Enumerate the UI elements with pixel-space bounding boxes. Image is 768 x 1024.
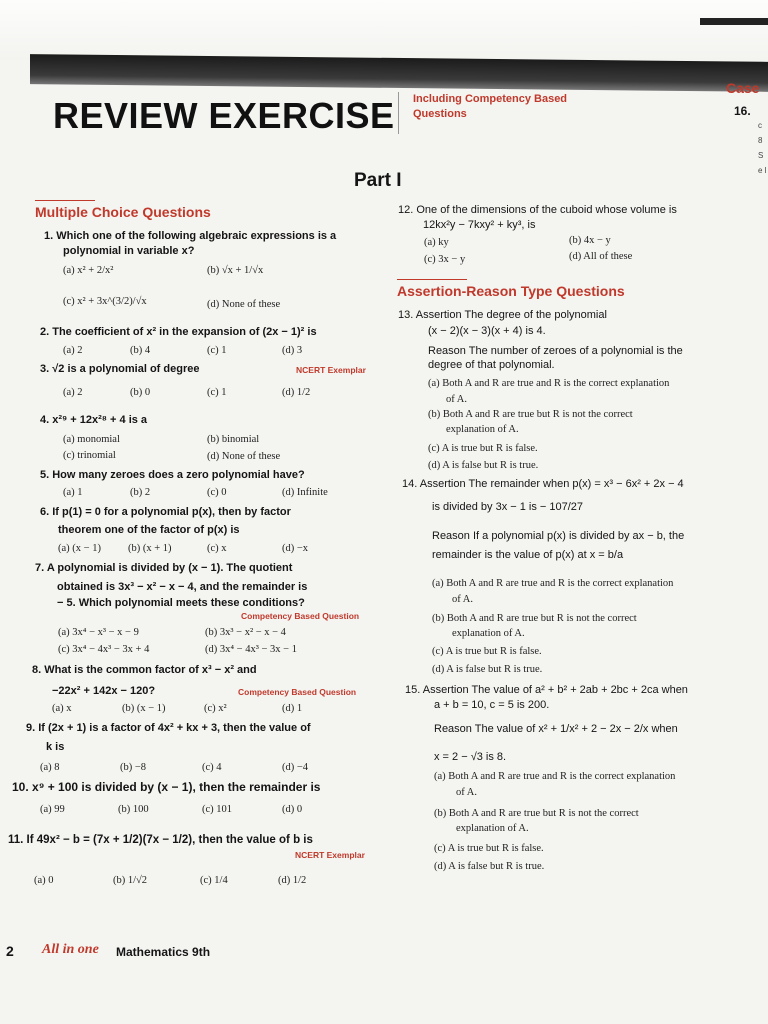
header-band (30, 54, 768, 92)
q11-option-c: (c) 1/4 (200, 875, 228, 886)
q13-option-b-line2: explanation of A. (446, 424, 519, 435)
q13-option-a-line2: of A. (446, 394, 467, 405)
book-subject: Mathematics 9th (116, 945, 211, 959)
q1-text-line1: 1. Which one of the following algebraic expressions is a (44, 230, 337, 242)
q4-text: 4. x²⁹ + 12x²⁸ + 4 is a (40, 414, 148, 426)
q9-option-b: (b) −8 (120, 762, 147, 773)
q2-option-c: (c) 1 (207, 345, 227, 356)
q6-text-line1: 6. If p(1) = 0 for a polynomial p(x), then by factor (40, 506, 291, 518)
q9-text-line2: k is (46, 741, 65, 753)
q12-text-line1: 12. One of the dimensions of the cuboid whose volume is (398, 204, 677, 216)
edge-characters: c 8 S e l (758, 121, 767, 175)
q11-option-b: (b) 1/√2 (113, 875, 148, 886)
part-heading: Part I (354, 170, 402, 191)
q15-option-d: (d) A is false but R is true. (434, 861, 545, 872)
page-top-shade (0, 0, 768, 60)
q15-option-b-line2: explanation of A. (456, 823, 529, 834)
q7-text-line2: obtained is 3x³ − x² − x − 4, and the remainder is (57, 581, 308, 593)
q15-option-a-line1: (a) Both A and R are true and R is the correct explanation (434, 771, 676, 782)
side-question-number: 16. (734, 104, 751, 118)
q3-option-a: (a) 2 (63, 387, 83, 398)
q14-option-a-line1: (a) Both A and R are true and R is the correct explanation (432, 578, 674, 589)
q7-tag: Competency Based Question (241, 611, 360, 621)
q3-option-b: (b) 0 (130, 387, 151, 398)
q3-option-c: (c) 1 (207, 387, 227, 398)
q13-text-line4: degree of that polynomial. (428, 359, 555, 371)
q8-text-line2: −22x² + 142x − 120? (52, 685, 156, 697)
q12-option-d: (d) All of these (569, 251, 633, 262)
q9-option-d: (d) −4 (282, 762, 309, 773)
q14-text-line4: remainder is the value of p(x) at x = b/a (432, 549, 624, 561)
q8-option-c: (c) x² (204, 703, 227, 714)
q7-text-line3: − 5. Which polynomial meets these conditions? (57, 597, 305, 609)
q1-text-line2: polynomial in variable x? (63, 245, 195, 257)
q6-option-a: (a) (x − 1) (58, 543, 101, 554)
q8-text-line1: 8. What is the common factor of x³ − x² and (32, 664, 257, 676)
q7-text-line1: 7. A polynomial is divided by (x − 1). The quotient (35, 562, 293, 574)
q8-option-a: (a) x (52, 703, 72, 714)
q5-option-d: (d) Infinite (282, 487, 328, 498)
q11-option-a: (a) 0 (34, 875, 54, 886)
q7-option-b: (b) 3x³ − x² − x − 4 (205, 627, 286, 638)
q1-option-a: (a) x² + 2/x² (63, 265, 114, 276)
q7-option-d: (d) 3x⁴ − 4x³ − 3x − 1 (205, 644, 297, 655)
q9-text-line1: 9. If (2x + 1) is a factor of 4x² + kx + 3, then the value of (26, 722, 311, 734)
page-subtitle: Including Competency Based Questions (413, 93, 568, 120)
q8-option-d: (d) 1 (282, 703, 303, 714)
q13-option-c: (c) A is true but R is false. (428, 443, 538, 454)
q10-option-a: (a) 99 (40, 804, 65, 815)
q1-option-c: (c) x² + 3x^(3/2)/√x (63, 296, 147, 307)
q10-option-d: (d) 0 (282, 804, 303, 815)
q15-text-line3: Reason The value of x² + 1/x² + 2 − 2x − 2/x when (434, 723, 678, 735)
q11-option-d: (d) 1/2 (278, 875, 307, 886)
q14-text-line1: 14. Assertion The remainder when p(x) = x³ − 6x² + 2x − 4 (402, 478, 684, 490)
q2-option-b: (b) 4 (130, 345, 151, 356)
q12-option-c: (c) 3x − y (424, 254, 466, 265)
q6-option-b: (b) (x + 1) (128, 543, 172, 554)
side-case-label: Case (726, 80, 760, 96)
q14-text-line3: Reason If a polynomial p(x) is divided by ax − b, the (432, 530, 685, 542)
q9-option-c: (c) 4 (202, 762, 222, 773)
q15-option-a-line2: of A. (456, 787, 477, 798)
q10-option-b: (b) 100 (118, 804, 149, 815)
q7-option-c: (c) 3x⁴ − 4x³ − 3x + 4 (58, 644, 150, 655)
q15-text-line4: x = 2 − √3 is 8. (434, 751, 507, 763)
q10-option-c: (c) 101 (202, 804, 233, 815)
q7-option-a: (a) 3x⁴ − x³ − x − 9 (58, 627, 139, 638)
q15-option-c: (c) A is true but R is false. (434, 843, 544, 854)
q14-option-d: (d) A is false but R is true. (432, 664, 543, 675)
q2-option-a: (a) 2 (63, 345, 83, 356)
q13-option-d: (d) A is false but R is true. (428, 460, 539, 471)
q6-option-d: (d) −x (282, 543, 309, 554)
q10-text: 10. x⁹ + 100 is divided by (x − 1), then the remainder is (12, 780, 321, 794)
q5-option-c: (c) 0 (207, 487, 227, 498)
q5-text: 5. How many zeroes does a zero polynomial have? (40, 469, 305, 481)
q9-option-a: (a) 8 (40, 762, 60, 773)
q14-option-b-line2: explanation of A. (452, 628, 525, 639)
brand-logo: All in one (42, 942, 99, 957)
q11-tag: NCERT Exemplar (295, 850, 365, 860)
q6-text-line2: theorem one of the factor of p(x) is (58, 524, 240, 536)
q14-text-line2: is divided by 3x − 1 is − 107/27 (432, 501, 584, 513)
q2-text: 2. The coefficient of x² in the expansion of (2x − 1)² is (40, 326, 317, 338)
title-divider (398, 92, 399, 134)
page-title: REVIEW EXERCISE (53, 95, 395, 136)
q14-option-c: (c) A is true but R is false. (432, 646, 542, 657)
q3-text: 3. √2 is a polynomial of degree (40, 363, 200, 375)
q13-option-b-line1: (b) Both A and R are true but R is not the correct (428, 409, 633, 420)
ar-heading: Assertion-Reason Type Questions (397, 283, 625, 299)
section-rule (397, 279, 467, 280)
q12-option-a: (a) ky (424, 237, 449, 248)
q1-option-d: (d) None of these (207, 299, 281, 310)
q8-option-b: (b) (x − 1) (122, 703, 166, 714)
q3-option-d: (d) 1/2 (282, 387, 311, 398)
mcq-heading: Multiple Choice Questions (35, 204, 211, 220)
q15-text-line1: 15. Assertion The value of a² + b² + 2ab + 2bc + 2ca when (405, 684, 688, 696)
q5-option-b: (b) 2 (130, 487, 151, 498)
q2-option-d: (d) 3 (282, 345, 303, 356)
q1-option-b: (b) √x + 1/√x (207, 265, 264, 276)
q13-text-line3: Reason The number of zeroes of a polynomial is the (428, 345, 683, 357)
q4-option-c: (c) trinomial (63, 450, 116, 461)
q13-text-line1: 13. Assertion The degree of the polynomial (398, 309, 607, 321)
q6-option-c: (c) x (207, 543, 227, 554)
q12-text-line2: 12kx²y − 7kxy² + ky³, is (423, 219, 536, 231)
top-edge-stripe (700, 18, 768, 25)
q13-option-a-line1: (a) Both A and R are true and R is the correct explanation (428, 378, 670, 389)
q14-option-a-line2: of A. (452, 594, 473, 605)
q8-tag: Competency Based Question (238, 687, 357, 697)
q4-option-b: (b) binomial (207, 434, 260, 445)
q14-option-b-line1: (b) Both A and R are true but R is not the correct (432, 613, 637, 624)
q13-text-line2: (x − 2)(x − 3)(x + 4) is 4. (428, 325, 546, 337)
q12-option-b: (b) 4x − y (569, 235, 611, 246)
q4-option-d: (d) None of these (207, 451, 281, 462)
q11-text: 11. If 49x² − b = (7x + 1/2)(7x − 1/2), then the value of b is (8, 834, 313, 846)
section-rule (35, 200, 95, 201)
q3-tag: NCERT Exemplar (296, 365, 366, 375)
q15-text-line2: a + b = 10, c = 5 is 200. (434, 699, 550, 711)
page-number: 2 (6, 943, 14, 959)
q15-option-b-line1: (b) Both A and R are true but R is not the correct (434, 808, 639, 819)
q4-option-a: (a) monomial (63, 434, 120, 445)
q5-option-a: (a) 1 (63, 487, 83, 498)
